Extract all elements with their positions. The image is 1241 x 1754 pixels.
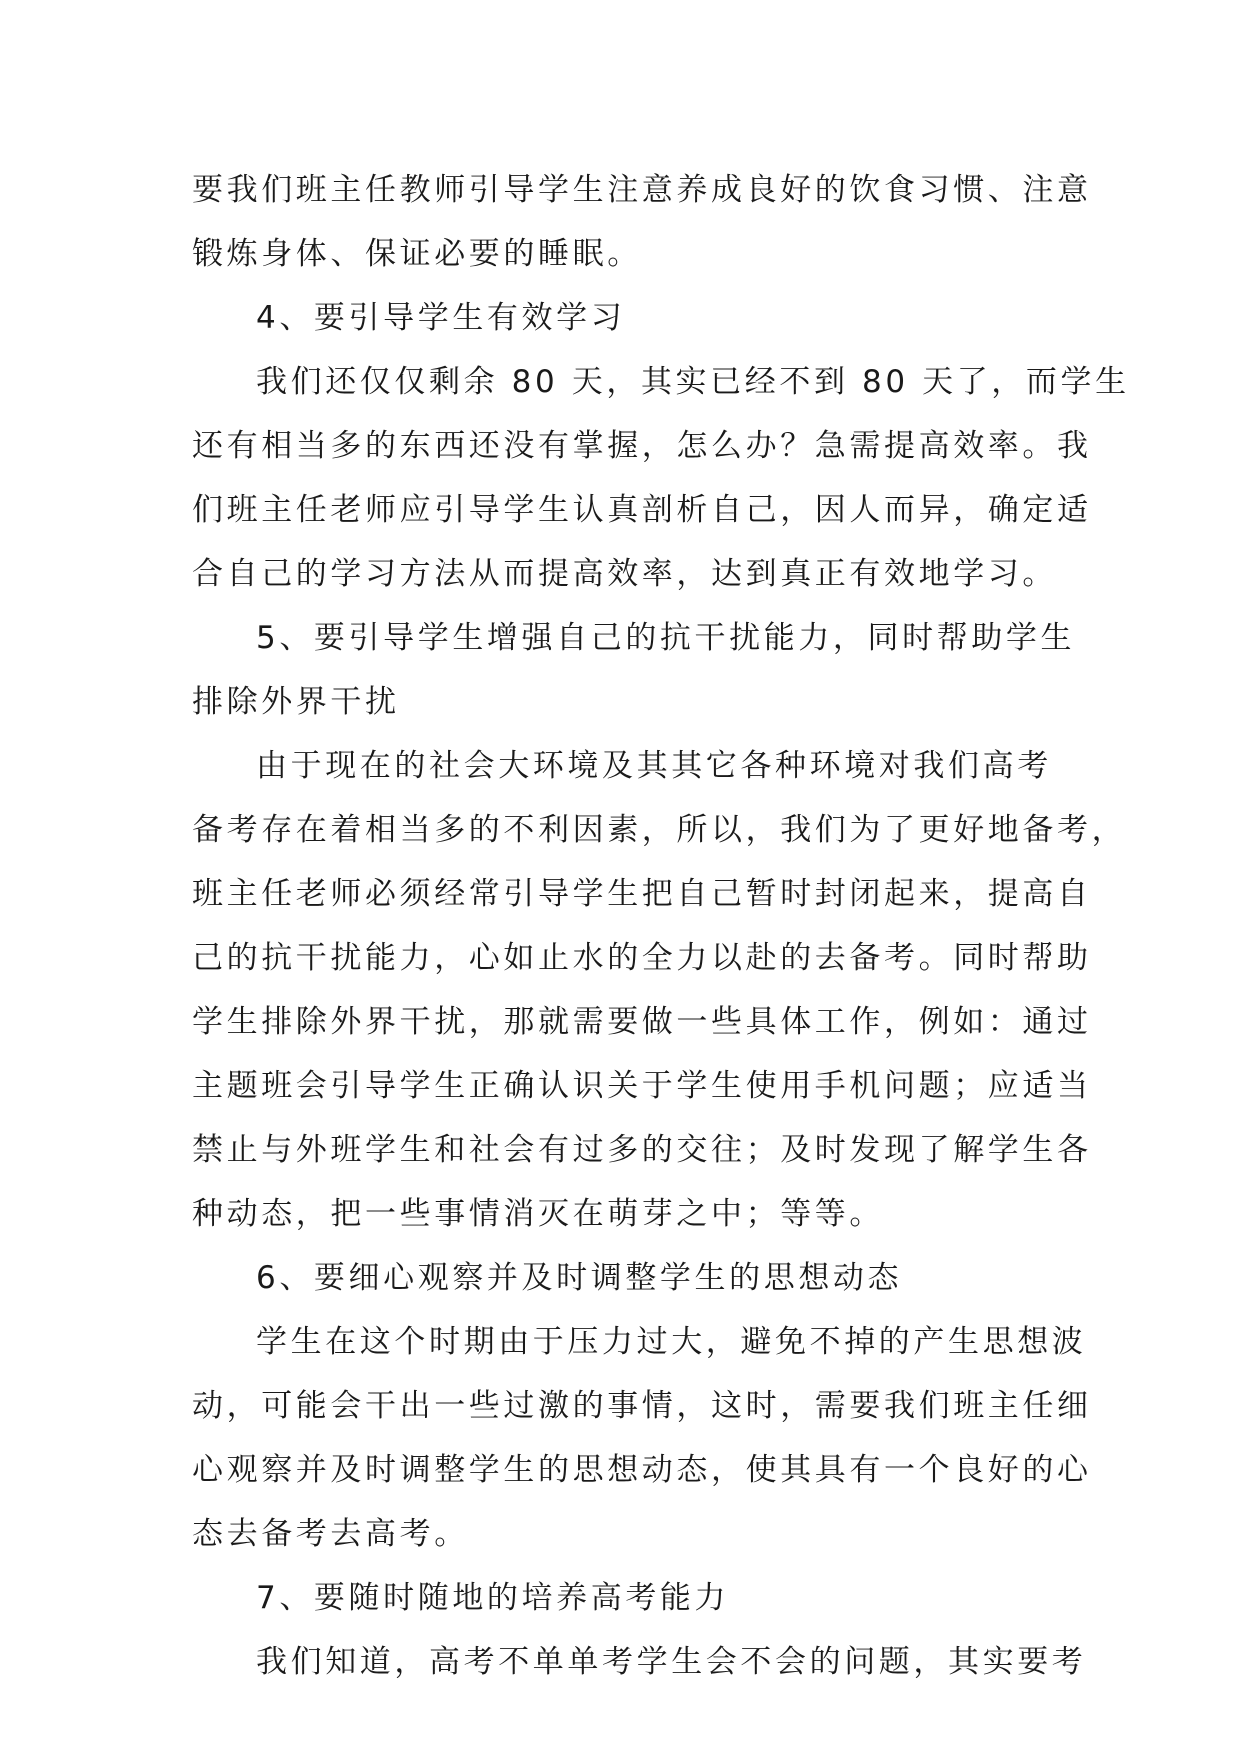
text-line: 班主任老师必须经常引导学生把自己暂时封闭起来，提高自	[192, 876, 1092, 912]
text-line: 动，可能会干出一些过激的事情，这时，需要我们班主任细	[192, 1388, 1092, 1424]
text-line: 由于现在的社会大环境及其其它各种环境对我们高考	[256, 748, 1052, 784]
text-line: 己的抗干扰能力，心如止水的全力以赴的去备考。同时帮助	[192, 940, 1092, 976]
text-line: 合自己的学习方法从而提高效率，达到真正有效地学习。	[192, 556, 1057, 592]
text-line: 还有相当多的东西还没有掌握，怎么办？急需提高效率。我	[192, 428, 1092, 464]
section-heading: 4、要引导学生有效学习	[256, 300, 626, 336]
text-line: 们班主任老师应引导学生认真剖析自己，因人而异，确定适	[192, 492, 1092, 528]
text-line: 学生排除外界干扰，那就需要做一些具体工作，例如：通过	[192, 1004, 1092, 1040]
text-line: 要我们班主任教师引导学生注意养成良好的饮食习惯、注意	[192, 172, 1092, 208]
text-line: 备考存在着相当多的不利因素，所以，我们为了更好地备考，	[192, 812, 1127, 848]
section-heading: 5、要引导学生增强自己的抗干扰能力，同时帮助学生	[256, 620, 1076, 656]
text-line: 种动态，把一些事情消灭在萌芽之中；等等。	[192, 1196, 884, 1232]
text-line: 态去备考去高考。	[192, 1516, 469, 1552]
section-heading: 6、要细心观察并及时调整学生的思想动态	[256, 1260, 903, 1296]
text-line: 学生在这个时期由于压力过大，避免不掉的产生思想波	[256, 1324, 1087, 1360]
text-line: 禁止与外班学生和社会有过多的交往；及时发现了解学生各	[192, 1132, 1092, 1168]
document-body	[192, 158, 1130, 1694]
text-line: 我们知道，高考不单单考学生会不会的问题，其实要考	[256, 1644, 1087, 1680]
text-line: 心观察并及时调整学生的思想动态，使其具有一个良好的心	[192, 1452, 1092, 1488]
section-heading: 7、要随时随地的培养高考能力	[256, 1580, 730, 1616]
text-line: 锻炼身体、保证必要的睡眠。	[192, 236, 642, 272]
section-heading: 排除外界干扰	[192, 684, 400, 720]
text-line: 我们还仅仅剩余 80 天，其实已经不到 80 天了，而学生	[256, 364, 1130, 400]
text-line: 主题班会引导学生正确认识关于学生使用手机问题；应适当	[192, 1068, 1092, 1104]
